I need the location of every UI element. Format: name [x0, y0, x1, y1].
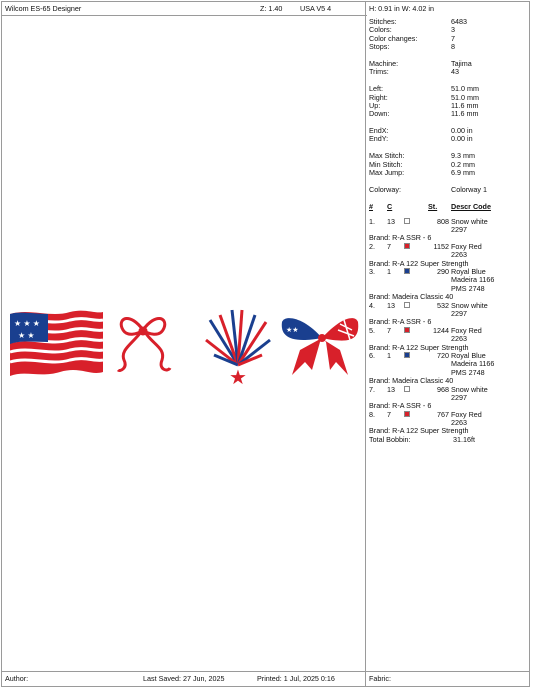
row-code: 2297	[451, 308, 467, 318]
row-stitches: 808	[437, 216, 449, 226]
color-swatch	[404, 386, 410, 392]
stat-stitches: Stitches: 6483	[369, 17, 467, 26]
row-color-code: 13	[387, 216, 395, 226]
table-row	[369, 351, 529, 376]
design-size: H: 0.91 in W: 4.02 in	[369, 4, 434, 13]
total-bobbin: Total Bobbin: 31.16ft	[369, 434, 475, 444]
stat-min-stitch: Min Stitch: 0.2 mm	[369, 159, 475, 169]
stat-left: Left: 51.0 mm	[369, 84, 479, 94]
row-color-code: 13	[387, 300, 395, 310]
row-code: Madeira 1166	[451, 275, 495, 285]
author-label: Author:	[5, 674, 29, 683]
row-color-code: 1	[387, 350, 391, 360]
color-swatch	[404, 352, 410, 358]
app-title: Wilcom ES-65 Designer	[5, 4, 82, 13]
stat-up: Up: 11.6 mm	[369, 100, 479, 110]
stat-colorway: Colorway: Colorway 1	[369, 184, 487, 194]
row-code: 2297	[451, 392, 467, 402]
row-stitches: 720	[437, 350, 449, 360]
stat-stops: Stops: 8	[369, 42, 455, 52]
stat-down: Down: 11.6 mm	[369, 109, 479, 119]
header-divider	[1, 15, 367, 16]
color-swatch	[404, 243, 410, 249]
stat-color-changes: Color changes: 7	[369, 33, 455, 43]
row-code-2: PMS 2748	[451, 283, 485, 293]
design-preview	[0, 300, 365, 400]
row-stitches: 532	[437, 300, 449, 310]
row-description: Foxy Red	[451, 409, 482, 419]
row-stitches: 968	[437, 384, 449, 394]
flag-bow-design	[282, 318, 358, 375]
table-row	[369, 301, 529, 318]
fireworks-design	[206, 310, 270, 389]
row-code: 2297	[451, 224, 467, 234]
last-saved: Last Saved: 27 Jun, 2025	[143, 674, 225, 683]
stat-endx: EndX: 0.00 in	[369, 126, 473, 136]
row-brand: Brand: R-A 122 Super Strength	[369, 258, 469, 268]
footer-divider	[1, 671, 530, 672]
svg-text:★ ★ ★: ★ ★ ★	[14, 319, 40, 328]
color-swatch	[404, 268, 410, 274]
svg-text:★: ★	[229, 367, 247, 389]
row-brand: Brand: Madeira Classic 40	[369, 292, 454, 302]
row-number: 8.	[369, 409, 375, 419]
ribbon-bow-design	[118, 318, 170, 370]
stat-right: Right: 51.0 mm	[369, 92, 479, 102]
row-stitches: 1244	[433, 325, 449, 335]
table-row	[369, 326, 529, 343]
stitch-info-panel	[369, 17, 529, 443]
row-description: Foxy Red	[451, 241, 482, 251]
row-brand: Brand: R-A SSR - 6	[369, 401, 432, 411]
stat-trims: Trims: 43	[369, 67, 459, 77]
header	[0, 4, 533, 14]
row-stitches: 767	[437, 409, 449, 419]
row-code-2: PMS 2748	[451, 367, 485, 377]
zoom-level: Z: 1.40	[260, 4, 283, 13]
row-color-code: 7	[387, 325, 391, 335]
row-code: 2263	[451, 418, 467, 428]
row-description: Snow white	[451, 384, 488, 394]
color-table-header: # C St. Descr Code	[369, 201, 491, 211]
row-description: Snow white	[451, 216, 488, 226]
stat-max-stitch: Max Stitch: 9.3 mm	[369, 151, 475, 161]
svg-text:★ ★: ★ ★	[18, 331, 35, 340]
column-divider	[365, 1, 366, 686]
row-color-code: 7	[387, 409, 391, 419]
row-number: 1.	[369, 216, 375, 226]
stat-max-jump: Max Jump: 6.9 mm	[369, 168, 475, 178]
row-brand: Brand: R-A SSR - 6	[369, 233, 432, 243]
row-brand: Brand: Madeira Classic 40	[369, 376, 454, 386]
stat-colors: Colors: 3	[369, 25, 455, 35]
row-number: 5.	[369, 325, 375, 335]
row-code: 2263	[451, 334, 467, 344]
row-brand: Brand: R-A 122 Super Strength	[369, 342, 469, 352]
table-row	[369, 385, 529, 402]
row-brand: Brand: R-A 122 Super Strength	[369, 426, 469, 436]
embroidery-design	[0, 300, 365, 400]
table-row	[369, 242, 529, 259]
row-brand: Brand: R-A SSR - 6	[369, 317, 432, 327]
color-swatch	[404, 327, 410, 333]
row-color-code: 13	[387, 384, 395, 394]
table-row	[369, 217, 529, 234]
row-number: 2.	[369, 241, 375, 251]
stat-machine: Machine: Tajima	[369, 58, 472, 68]
row-number: 4.	[369, 300, 375, 310]
row-number: 3.	[369, 266, 375, 276]
table-row	[369, 410, 529, 427]
row-description: Royal Blue	[451, 266, 486, 276]
color-table	[369, 217, 529, 435]
row-stitches: 1152	[433, 241, 449, 251]
row-description: Royal Blue	[451, 350, 486, 360]
color-swatch	[404, 218, 410, 224]
color-swatch	[404, 302, 410, 308]
row-description: Foxy Red	[451, 325, 482, 335]
flag-design	[10, 311, 103, 376]
row-code: 2263	[451, 250, 467, 260]
row-color-code: 1	[387, 266, 391, 276]
version: USA V5 4	[300, 4, 332, 13]
svg-text:★★: ★★	[286, 327, 299, 334]
row-code: Madeira 1166	[451, 359, 495, 369]
stat-endy: EndY: 0.00 in	[369, 134, 473, 144]
row-description: Snow white	[451, 300, 488, 310]
fabric-label: Fabric:	[369, 674, 391, 683]
row-number: 7.	[369, 384, 375, 394]
table-row	[369, 267, 529, 292]
row-stitches: 290	[437, 266, 449, 276]
row-color-code: 7	[387, 241, 391, 251]
printed-date: Printed: 1 Jul, 2025 0:16	[257, 674, 335, 683]
row-number: 6.	[369, 350, 375, 360]
color-swatch	[404, 411, 410, 417]
